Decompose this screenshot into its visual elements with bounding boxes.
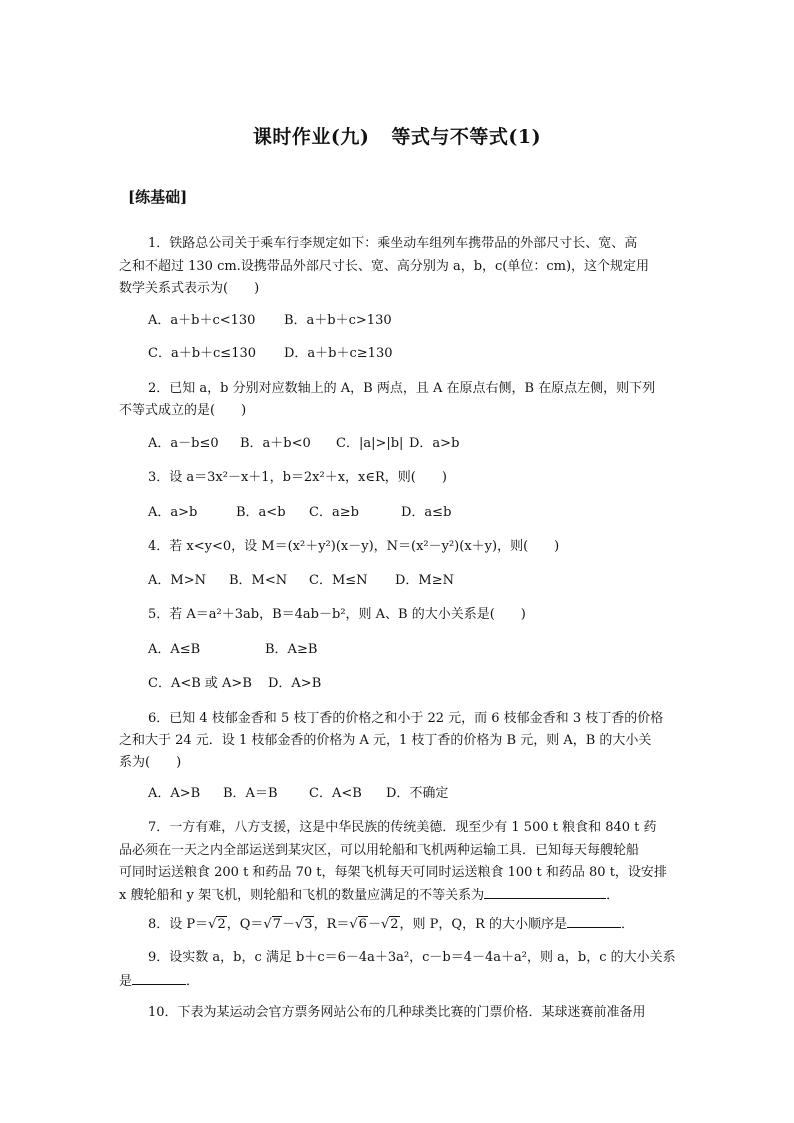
q3-option-b: B．a<b [236,505,286,520]
title-sub: 等式与不等式(1) [391,126,542,148]
sqrt-symbol: √2 [208,917,226,932]
q2-option-b: B．a＋b<0 [240,436,311,451]
page-title [0,122,794,149]
q8-r-radicand2: 2 [390,917,399,932]
q1-line3: 数学关系式表示为( ) [119,281,260,296]
q4-option-c: C．M≤N [309,573,368,588]
sqrt-symbol: √7 [263,917,281,932]
q4-option-a: A．M>N [148,573,206,588]
q8-suffix: ，则 P，Q，R 的大小顺序是 [399,917,568,932]
q6-option-a: A．A>B [148,786,201,801]
q5-option-b: B．A≥B [265,642,318,657]
q2-option-d: D．a>b [409,436,460,451]
q1-option-a: A．a＋b＋c<130 [148,313,256,328]
q5-option-d: D．A>B [268,676,322,691]
q8-r-radicand1: 6 [358,917,367,932]
q5-option-c: C．A<B 或 A>B [148,676,252,691]
q8-r-label: ，R＝ [313,917,350,932]
q6-line1: 6．已知 4 枝郁金香和 5 枝丁香的价格之和小于 22 元，而 6 枝郁金香和 3 枝丁香的价格 [148,711,664,726]
q9-line1: 9．设实数 a，b，c 满足 b＋c＝6－4a＋3a²，c－b＝4－4a＋a²，则 a，b，c 的大小关系 [148,950,676,965]
q3-option-a: A．a>b [148,505,198,520]
q7-line1: 7．一方有难，八方支援，这是中华民族的传统美德．现至少有 1 500 t 粮食和 840 t 药 [148,820,657,835]
q6-line3: 系为( ) [119,755,182,770]
q7-line3: 可同时运送粮食 200 t 和药品 70 t，每架飞机每天可同时运送粮食 100 t 和药品 80 t，设安排 [119,865,667,880]
q6-option-c: C．A<B [309,786,362,801]
q8-prefix: 8．设 P＝ [148,917,209,932]
q2-option-c: C．|a|>|b| [336,436,404,451]
q2-line2: 不等式成立的是( ) [119,403,247,418]
q7-line4-text: x 艘轮船和 y 架飞机，则轮船和飞机的数量应满足的不等关系为 [119,888,485,903]
q7-line4: x 艘轮船和 y 架飞机，则轮船和飞机的数量应满足的不等关系为 ． [119,888,620,903]
q3-option-d: D．a≤b [401,505,452,520]
q1-option-b: B．a＋b＋c>130 [284,313,392,328]
title-main: 课时作业(九) [252,126,370,148]
q1-line2: 之和不超过 130 cm.设携带品外部尺寸长、宽、高分别为 a，b，c(单位：cm)，这个规定用 [119,259,650,274]
q8-q-label: ，Q＝ [226,917,264,932]
q3-stem: 3．设 a＝3x²－x＋1，b＝2x²＋x，x∈R，则( ) [148,470,447,485]
sqrt-symbol: √2 [380,917,399,932]
q3-option-c: C．a≥b [309,505,359,520]
q6-line2: 之和大于 24 元．设 1 枝郁金香的价格为 A 元，1 枝丁香的价格为 B 元，则 A，B 的大小关 [119,733,652,748]
q9-answer-blank[interactable] [132,972,186,985]
q7-line2: 品必须在一天之内全部运送到某灾区，可以用轮船和飞机两种运输工具．已知每天每艘轮船 [119,843,640,858]
q5-stem: 5．若 A＝a²＋3ab，B＝4ab－b²，则 A、B 的大小关系是( ) [148,607,526,622]
q2-option-a: A．a－b≤0 [148,436,219,451]
q2-line1: 2．已知 a，b 分别对应数轴上的 A，B 两点，且 A 在原点右侧，B 在原点左侧，则下列 [148,381,656,396]
q4-option-d: D．M≥N [395,573,455,588]
q4-stem: 4．若 x<y<0，设 M＝(x²＋y²)(x－y)，N＝(x²－y²)(x＋y)，则( ) [148,539,560,554]
q8-q-radicand2: 3 [304,917,313,932]
sqrt-symbol: √6 [349,917,367,932]
q10-line1: 10．下表为某运动会官方票务网站公布的几种球类比赛的门票价格．某球迷赛前准备用 [148,1005,646,1020]
q1-option-d: D．a＋b＋c≥130 [284,346,393,361]
q5-option-a: A．A≤B [148,642,201,657]
q6-option-b: B．A＝B [223,786,278,801]
q8-stem: 8．设 P＝√2，Q＝√7－√3，R＝√6－√2，则 P，Q，R 的大小顺序是 ． [148,917,635,932]
section-heading: [练基础] [128,188,188,206]
q4-option-b: B．M<N [229,573,288,588]
q8-q-radicand1: 7 [272,917,281,932]
sqrt-symbol: √3 [295,917,313,932]
q9-line2: 是 ． [119,974,200,989]
q6-option-d: D．不确定 [386,786,449,801]
q1-option-c: C．a＋b＋c≤130 [148,346,257,361]
q8-answer-blank[interactable] [567,915,621,928]
q7-answer-blank[interactable] [484,886,606,899]
q1-line1: 1．铁路总公司关于乘车行李规定如下：乘坐动车组列车携带品的外部尺寸长、宽、高 [148,236,638,251]
q9-line2-text: 是 [119,974,133,989]
q8-p-radicand: 2 [217,917,226,932]
